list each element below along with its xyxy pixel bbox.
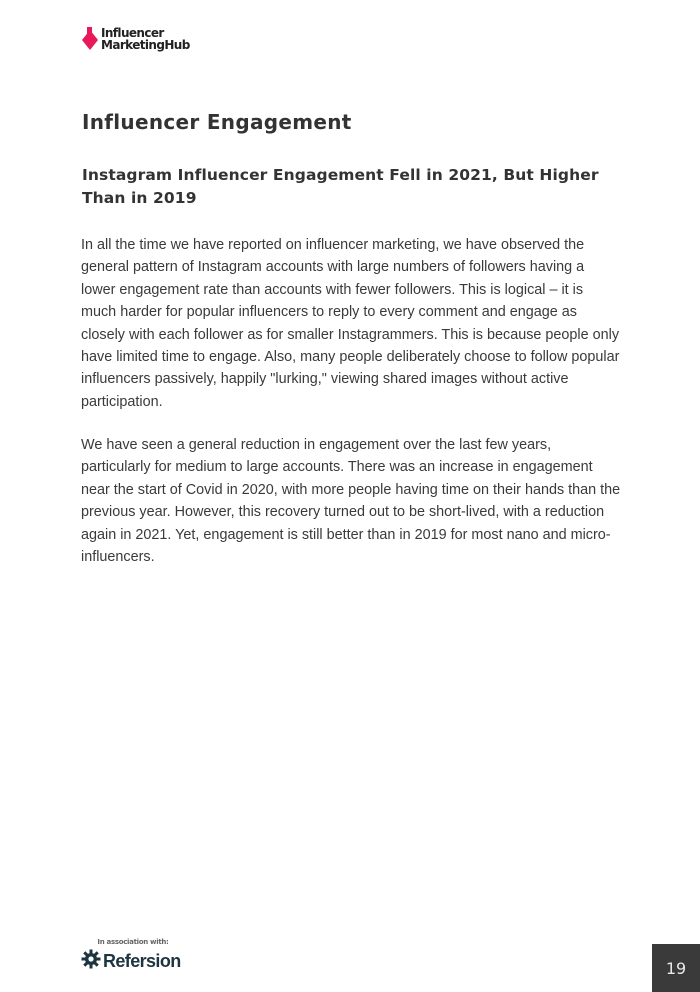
pink-diamond-logo-icon xyxy=(81,27,99,51)
influencer-marketing-hub-logo xyxy=(81,27,190,51)
body-paragraph: In all the time we have reported on influencer marketing, we have observed the general pattern of Instagram accounts with large numbers of followers having a lower engagement rate than accounts with fewer followers. This is logical – it is much harder for popular influencers to reply to every comment and engage as closely with each follower as for smaller Instagrammers. This is because people only have limited time to engage. Also, many people deliberately choose to follow popular influencers passively, happily "lurking," viewing shared images without active participation. xyxy=(81,237,620,410)
refersion-wordmark: Refersion xyxy=(103,950,181,971)
refersion-gear-icon xyxy=(81,949,101,973)
logo-text-line1: Influencer xyxy=(101,26,164,40)
body-paragraph: We have seen a general reduction in engagement over the last few years, particularly for medium to large accounts. There was an increase in engagement near the start of Covid in 2020, with more people having time on their hands than the previous year. However, this recovery turned out to be short-lived, with a reduction again in 2021. Yet, engagement is still better than in 2019 for most nano and micro-influencers. xyxy=(81,437,621,566)
page-number-badge xyxy=(652,944,700,992)
article-subtitle: Instagram Influencer Engagement Fell in 2021, But Higher Than in 2019 xyxy=(82,166,599,207)
logo-text-line2: MarketingHub xyxy=(101,38,190,52)
refersion-logo xyxy=(81,949,191,973)
page-number: 19 xyxy=(665,958,687,978)
section-title: Influencer Engagement xyxy=(82,110,352,134)
partner-association xyxy=(81,938,191,973)
association-label: In association with: xyxy=(97,938,169,946)
